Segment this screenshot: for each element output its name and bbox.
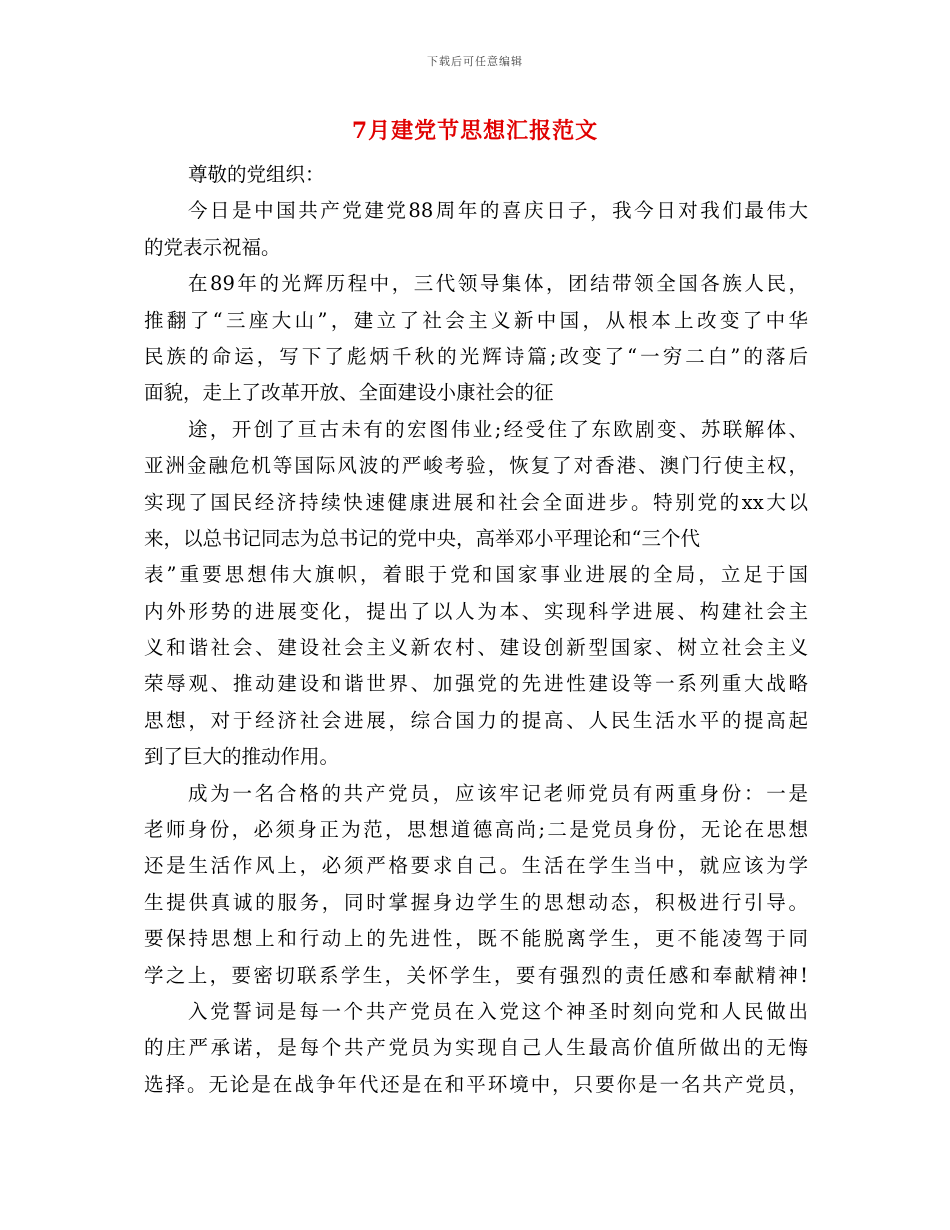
body-text-line: 入党誓词是每一个共产党员在入党这个神圣时刻向党和人民做出 bbox=[188, 999, 808, 1023]
body-text-line: 学之上，要密切联系学生，关怀学生，要有强烈的责任感和奉献精神! bbox=[144, 963, 808, 987]
body-text-line: 还是生活作风上，必须严格要求自己。生活在学生当中，就应该为学 bbox=[144, 854, 808, 878]
document-body bbox=[144, 157, 808, 1103]
body-text-line: 荣辱观、推动建设和谐世界、加强党的先进性建设等一系列重大战略 bbox=[144, 672, 808, 696]
document-title: 7月建党节思想汇报范文 bbox=[351, 118, 599, 144]
body-text-line: 今日是中国共产党建党88周年的喜庆日子，我今日对我们最伟大 bbox=[188, 199, 808, 223]
body-text-line: 实现了国民经济持续快速健康进展和社会全面进步。特别党的xx大以 bbox=[144, 490, 808, 514]
body-text-line: 表”重要思想伟大旗帜，着眼于党和国家事业进展的全局，立足于国 bbox=[144, 563, 808, 587]
body-text-line: 推翻了“三座大山”，建立了社会主义新中国，从根本上改变了中华 bbox=[144, 308, 808, 332]
body-text-line: 亚洲金融危机等国际风波的严峻考验，恢复了对香港、澳门行使主权， bbox=[144, 454, 808, 478]
body-text-line: 生提供真诚的服务，同时掌握身边学生的思想动态，积极进行引导。 bbox=[144, 890, 808, 914]
body-text-line: 来，以总书记同志为总书记的党中央，高举邓小平理论和“三个代 bbox=[144, 526, 700, 550]
body-text-line: 的庄严承诺，是每个共产党员为实现自己人生最高价值所做出的无悔 bbox=[144, 1036, 808, 1060]
body-text-line: 民族的命运，写下了彪炳千秋的光辉诗篇;改变了“一穷二白”的落后 bbox=[144, 344, 808, 368]
body-text-line: 选择。无论是在战争年代还是在和平环境中，只要你是一名共产党员， bbox=[144, 1072, 808, 1096]
body-text-line: 成为一名合格的共产党员，应该牢记老师党员有两重身份：一是 bbox=[188, 781, 808, 805]
body-text-line: 思想，对于经济社会进展，综合国力的提高、人民生活水平的提高起 bbox=[144, 708, 808, 732]
body-text-line: 老师身份，必须身正为范，思想道德高尚;二是党员身份，无论在思想 bbox=[144, 818, 808, 842]
body-text-line: 内外形势的进展变化，提出了以人为本、实现科学进展、构建社会主 bbox=[144, 599, 808, 623]
body-text-line: 途，开创了亘古未有的宏图伟业;经受住了东欧剧变、苏联解体、 bbox=[188, 417, 808, 441]
body-text-line: 面貌，走上了改革开放、全面建设小康社会的征 bbox=[144, 381, 554, 405]
body-text-line: 在89年的光辉历程中，三代领导集体，团结带领全国各族人民， bbox=[188, 272, 808, 296]
body-text-line: 尊敬的党组织： bbox=[188, 163, 325, 186]
body-text-line: 到了巨大的推动作用。 bbox=[144, 745, 340, 769]
body-text-line: 义和谐社会、建设社会主义新农村、建设创新型国家、树立社会主义 bbox=[144, 636, 808, 660]
body-text-line: 要保持思想上和行动上的先进性，既不能脱离学生，更不能凌驾于同 bbox=[144, 927, 808, 951]
body-text-line: 的党表示祝福。 bbox=[144, 235, 281, 259]
header-note: 下载后可任意编辑 bbox=[427, 55, 523, 68]
